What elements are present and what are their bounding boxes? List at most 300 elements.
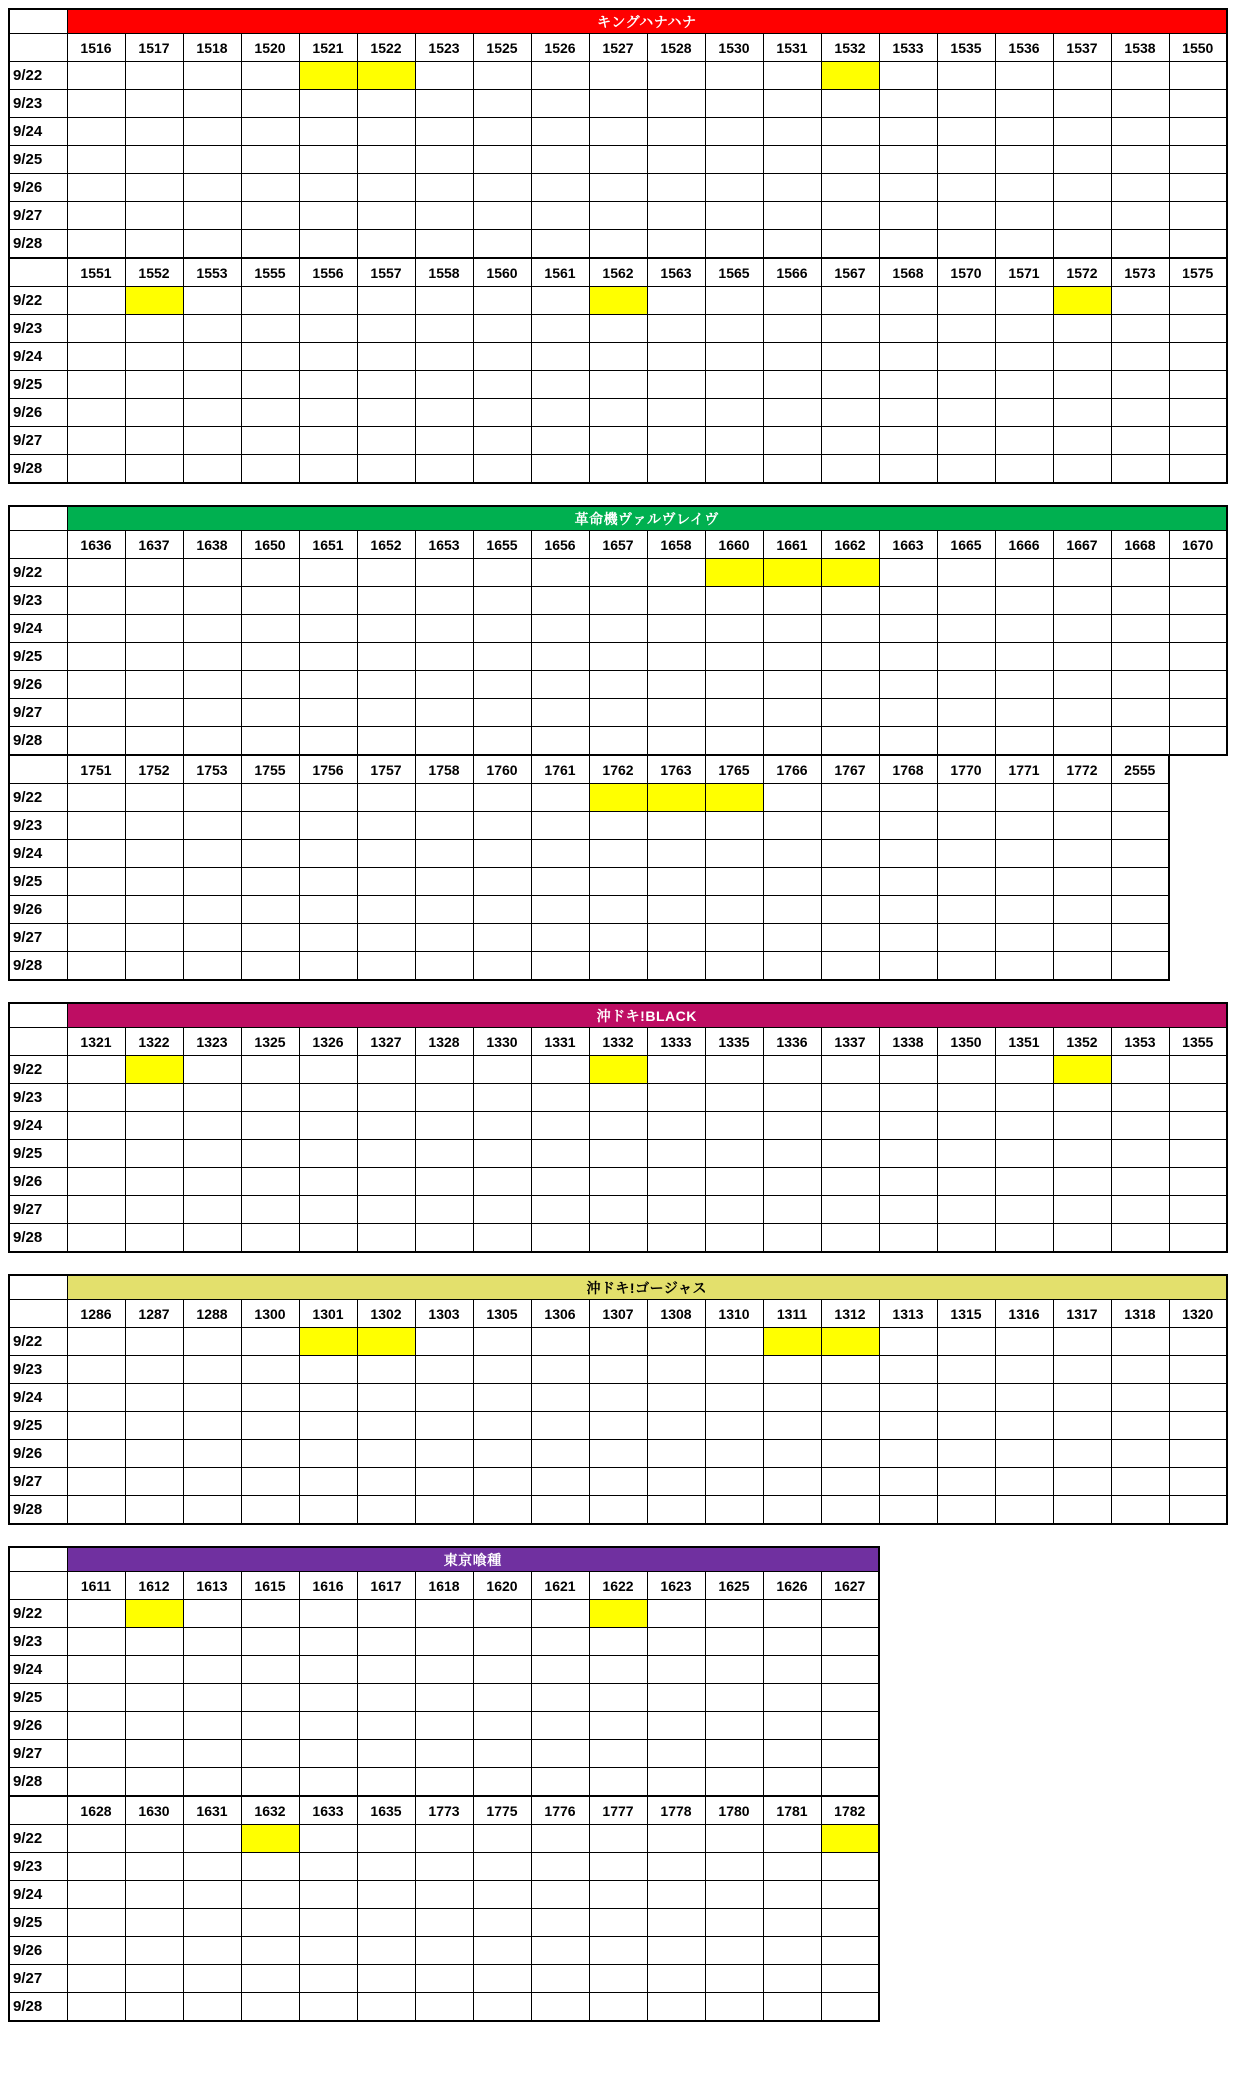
grid-cell[interactable] (1169, 1356, 1227, 1384)
grid-cell[interactable] (647, 1084, 705, 1112)
grid-cell[interactable] (589, 1656, 647, 1684)
grid-cell[interactable] (125, 1993, 183, 2022)
grid-cell[interactable] (67, 1937, 125, 1965)
grid-cell[interactable] (415, 615, 473, 643)
grid-cell[interactable] (1111, 1140, 1169, 1168)
grid-cell[interactable] (1053, 1412, 1111, 1440)
grid-cell[interactable] (125, 1740, 183, 1768)
grid-cell[interactable] (125, 202, 183, 230)
grid-cell[interactable] (183, 1140, 241, 1168)
grid-cell[interactable] (357, 455, 415, 484)
grid-cell[interactable] (67, 812, 125, 840)
grid-cell[interactable] (589, 671, 647, 699)
grid-cell[interactable] (67, 896, 125, 924)
grid-cell[interactable] (589, 455, 647, 484)
grid-cell[interactable] (1111, 868, 1169, 896)
grid-cell[interactable] (473, 1384, 531, 1412)
grid-cell[interactable] (879, 784, 937, 812)
grid-cell[interactable] (995, 1440, 1053, 1468)
grid-cell[interactable] (937, 840, 995, 868)
grid-cell[interactable] (241, 587, 299, 615)
grid-cell[interactable] (995, 399, 1053, 427)
grid-cell[interactable] (995, 559, 1053, 587)
grid-cell[interactable] (647, 371, 705, 399)
grid-cell[interactable] (1111, 812, 1169, 840)
grid-cell[interactable] (1111, 399, 1169, 427)
grid-cell[interactable] (473, 1768, 531, 1797)
grid-cell[interactable] (1111, 1468, 1169, 1496)
grid-cell[interactable] (879, 1168, 937, 1196)
grid-cell[interactable] (241, 343, 299, 371)
grid-cell[interactable] (879, 1468, 937, 1496)
grid-cell[interactable] (415, 371, 473, 399)
grid-cell[interactable] (531, 399, 589, 427)
grid-cell[interactable] (299, 1196, 357, 1224)
grid-cell[interactable] (995, 315, 1053, 343)
grid-cell[interactable] (125, 90, 183, 118)
grid-cell[interactable] (67, 1853, 125, 1881)
grid-cell[interactable] (937, 1412, 995, 1440)
grid-cell[interactable] (705, 1140, 763, 1168)
grid-cell-highlighted[interactable] (647, 784, 705, 812)
grid-cell[interactable] (1111, 784, 1169, 812)
grid-cell[interactable] (183, 455, 241, 484)
grid-cell[interactable] (531, 1740, 589, 1768)
grid-cell[interactable] (879, 1412, 937, 1440)
grid-cell[interactable] (647, 812, 705, 840)
grid-cell[interactable] (241, 1224, 299, 1253)
grid-cell[interactable] (357, 699, 415, 727)
grid-cell[interactable] (299, 896, 357, 924)
grid-cell[interactable] (995, 699, 1053, 727)
grid-cell[interactable] (1111, 146, 1169, 174)
grid-cell[interactable] (473, 1140, 531, 1168)
grid-cell-highlighted[interactable] (589, 287, 647, 315)
grid-cell[interactable] (821, 118, 879, 146)
grid-cell[interactable] (763, 1356, 821, 1384)
grid-cell[interactable] (183, 671, 241, 699)
grid-cell[interactable] (1053, 1140, 1111, 1168)
grid-cell[interactable] (589, 1140, 647, 1168)
grid-cell[interactable] (821, 699, 879, 727)
grid-cell[interactable] (357, 1909, 415, 1937)
grid-cell[interactable] (241, 727, 299, 756)
grid-cell[interactable] (415, 1965, 473, 1993)
grid-cell[interactable] (705, 1937, 763, 1965)
grid-cell[interactable] (415, 1825, 473, 1853)
grid-cell[interactable] (357, 287, 415, 315)
grid-cell[interactable] (299, 371, 357, 399)
grid-cell[interactable] (415, 952, 473, 981)
grid-cell[interactable] (589, 896, 647, 924)
grid-cell[interactable] (241, 1112, 299, 1140)
grid-cell[interactable] (473, 643, 531, 671)
grid-cell[interactable] (1111, 1440, 1169, 1468)
grid-cell[interactable] (763, 1937, 821, 1965)
grid-cell[interactable] (995, 1412, 1053, 1440)
grid-cell[interactable] (415, 1628, 473, 1656)
grid-cell[interactable] (125, 1412, 183, 1440)
grid-cell[interactable] (705, 230, 763, 259)
grid-cell-highlighted[interactable] (763, 559, 821, 587)
grid-cell[interactable] (241, 1656, 299, 1684)
grid-cell[interactable] (995, 343, 1053, 371)
grid-cell[interactable] (705, 1468, 763, 1496)
grid-cell[interactable] (241, 1440, 299, 1468)
grid-cell[interactable] (937, 784, 995, 812)
grid-cell[interactable] (473, 1853, 531, 1881)
grid-cell[interactable] (647, 455, 705, 484)
grid-cell[interactable] (415, 1084, 473, 1112)
grid-cell[interactable] (763, 1600, 821, 1628)
grid-cell[interactable] (589, 1684, 647, 1712)
grid-cell[interactable] (67, 427, 125, 455)
grid-cell[interactable] (299, 868, 357, 896)
grid-cell[interactable] (125, 118, 183, 146)
grid-cell[interactable] (763, 1628, 821, 1656)
grid-cell[interactable] (763, 1112, 821, 1140)
grid-cell[interactable] (125, 1196, 183, 1224)
grid-cell[interactable] (937, 343, 995, 371)
grid-cell[interactable] (589, 587, 647, 615)
grid-cell[interactable] (647, 615, 705, 643)
grid-cell[interactable] (473, 1440, 531, 1468)
grid-cell[interactable] (821, 287, 879, 315)
grid-cell[interactable] (415, 727, 473, 756)
grid-cell[interactable] (473, 1965, 531, 1993)
grid-cell[interactable] (125, 1712, 183, 1740)
grid-cell[interactable] (357, 1412, 415, 1440)
grid-cell[interactable] (705, 1712, 763, 1740)
grid-cell[interactable] (647, 1412, 705, 1440)
grid-cell[interactable] (763, 230, 821, 259)
grid-cell[interactable] (995, 840, 1053, 868)
grid-cell[interactable] (937, 118, 995, 146)
grid-cell[interactable] (473, 230, 531, 259)
grid-cell[interactable] (241, 399, 299, 427)
grid-cell[interactable] (241, 90, 299, 118)
grid-cell[interactable] (879, 1224, 937, 1253)
grid-cell[interactable] (67, 455, 125, 484)
grid-cell[interactable] (1169, 146, 1227, 174)
grid-cell[interactable] (67, 1196, 125, 1224)
grid-cell[interactable] (473, 174, 531, 202)
grid-cell[interactable] (705, 202, 763, 230)
grid-cell[interactable] (299, 1084, 357, 1112)
grid-cell[interactable] (1053, 1224, 1111, 1253)
grid-cell[interactable] (647, 1056, 705, 1084)
grid-cell[interactable] (531, 1196, 589, 1224)
grid-cell[interactable] (821, 1965, 879, 1993)
grid-cell[interactable] (937, 643, 995, 671)
grid-cell[interactable] (879, 840, 937, 868)
grid-cell[interactable] (241, 230, 299, 259)
grid-cell[interactable] (299, 559, 357, 587)
grid-cell[interactable] (705, 1056, 763, 1084)
grid-cell[interactable] (357, 118, 415, 146)
grid-cell[interactable] (647, 1168, 705, 1196)
grid-cell[interactable] (241, 699, 299, 727)
grid-cell[interactable] (241, 1468, 299, 1496)
grid-cell[interactable] (647, 1768, 705, 1797)
grid-cell[interactable] (647, 1740, 705, 1768)
grid-cell-highlighted[interactable] (821, 1328, 879, 1356)
grid-cell-highlighted[interactable] (821, 1825, 879, 1853)
grid-cell[interactable] (1111, 315, 1169, 343)
grid-cell[interactable] (1053, 146, 1111, 174)
grid-cell[interactable] (241, 1768, 299, 1797)
grid-cell[interactable] (705, 1224, 763, 1253)
grid-cell[interactable] (125, 1853, 183, 1881)
grid-cell[interactable] (125, 1684, 183, 1712)
grid-cell[interactable] (183, 615, 241, 643)
grid-cell[interactable] (647, 1140, 705, 1168)
grid-cell[interactable] (125, 455, 183, 484)
grid-cell[interactable] (183, 315, 241, 343)
grid-cell[interactable] (763, 455, 821, 484)
grid-cell[interactable] (937, 1084, 995, 1112)
grid-cell[interactable] (473, 1909, 531, 1937)
grid-cell[interactable] (647, 840, 705, 868)
grid-cell[interactable] (879, 62, 937, 90)
grid-cell[interactable] (67, 90, 125, 118)
grid-cell[interactable] (763, 1224, 821, 1253)
grid-cell[interactable] (705, 1384, 763, 1412)
grid-cell[interactable] (995, 615, 1053, 643)
grid-cell[interactable] (821, 1684, 879, 1712)
grid-cell[interactable] (1053, 315, 1111, 343)
grid-cell[interactable] (357, 1825, 415, 1853)
grid-cell[interactable] (299, 1937, 357, 1965)
grid-cell[interactable] (879, 812, 937, 840)
grid-cell[interactable] (763, 399, 821, 427)
grid-cell[interactable] (125, 1909, 183, 1937)
grid-cell[interactable] (531, 174, 589, 202)
grid-cell[interactable] (1111, 371, 1169, 399)
grid-cell[interactable] (473, 1684, 531, 1712)
grid-cell[interactable] (299, 1384, 357, 1412)
grid-cell[interactable] (415, 1168, 473, 1196)
grid-cell[interactable] (705, 1740, 763, 1768)
grid-cell[interactable] (1111, 1224, 1169, 1253)
grid-cell[interactable] (415, 1196, 473, 1224)
grid-cell[interactable] (241, 1356, 299, 1384)
grid-cell[interactable] (531, 1825, 589, 1853)
grid-cell[interactable] (821, 1496, 879, 1525)
grid-cell[interactable] (531, 699, 589, 727)
grid-cell[interactable] (763, 174, 821, 202)
grid-cell[interactable] (705, 1196, 763, 1224)
grid-cell[interactable] (183, 1384, 241, 1412)
grid-cell[interactable] (531, 371, 589, 399)
grid-cell[interactable] (1053, 343, 1111, 371)
grid-cell[interactable] (241, 559, 299, 587)
grid-cell[interactable] (473, 727, 531, 756)
grid-cell[interactable] (763, 784, 821, 812)
grid-cell[interactable] (995, 1468, 1053, 1496)
grid-cell[interactable] (415, 1356, 473, 1384)
grid-cell[interactable] (531, 315, 589, 343)
grid-cell[interactable] (647, 1196, 705, 1224)
grid-cell[interactable] (531, 1412, 589, 1440)
grid-cell[interactable] (357, 1937, 415, 1965)
grid-cell[interactable] (299, 671, 357, 699)
grid-cell[interactable] (821, 315, 879, 343)
grid-cell[interactable] (1053, 1168, 1111, 1196)
grid-cell[interactable] (1169, 230, 1227, 259)
grid-cell[interactable] (995, 287, 1053, 315)
grid-cell[interactable] (531, 287, 589, 315)
grid-cell[interactable] (125, 1356, 183, 1384)
grid-cell[interactable] (531, 427, 589, 455)
grid-cell[interactable] (937, 587, 995, 615)
grid-cell[interactable] (241, 868, 299, 896)
grid-cell[interactable] (357, 643, 415, 671)
grid-cell[interactable] (647, 1656, 705, 1684)
grid-cell[interactable] (589, 1965, 647, 1993)
grid-cell[interactable] (415, 174, 473, 202)
grid-cell[interactable] (589, 399, 647, 427)
grid-cell[interactable] (1169, 1384, 1227, 1412)
grid-cell[interactable] (125, 62, 183, 90)
grid-cell[interactable] (125, 1224, 183, 1253)
grid-cell[interactable] (647, 1993, 705, 2022)
grid-cell[interactable] (415, 1224, 473, 1253)
grid-cell[interactable] (183, 1937, 241, 1965)
grid-cell[interactable] (995, 371, 1053, 399)
grid-cell[interactable] (705, 896, 763, 924)
grid-cell[interactable] (299, 118, 357, 146)
grid-cell[interactable] (415, 315, 473, 343)
grid-cell[interactable] (183, 1196, 241, 1224)
grid-cell[interactable] (357, 427, 415, 455)
grid-cell[interactable] (299, 587, 357, 615)
grid-cell[interactable] (705, 62, 763, 90)
grid-cell[interactable] (937, 1384, 995, 1412)
grid-cell[interactable] (1053, 90, 1111, 118)
grid-cell[interactable] (67, 343, 125, 371)
grid-cell[interactable] (67, 587, 125, 615)
grid-cell[interactable] (125, 699, 183, 727)
grid-cell[interactable] (821, 1740, 879, 1768)
grid-cell[interactable] (1053, 427, 1111, 455)
grid-cell[interactable] (937, 896, 995, 924)
grid-cell[interactable] (415, 1881, 473, 1909)
grid-cell[interactable] (589, 1937, 647, 1965)
grid-cell[interactable] (995, 118, 1053, 146)
grid-cell[interactable] (125, 343, 183, 371)
grid-cell[interactable] (1053, 868, 1111, 896)
grid-cell[interactable] (357, 90, 415, 118)
grid-cell[interactable] (299, 784, 357, 812)
grid-cell[interactable] (879, 202, 937, 230)
grid-cell[interactable] (125, 924, 183, 952)
grid-cell[interactable] (647, 399, 705, 427)
grid-cell[interactable] (763, 62, 821, 90)
grid-cell[interactable] (241, 615, 299, 643)
grid-cell[interactable] (357, 1440, 415, 1468)
grid-cell[interactable] (473, 1712, 531, 1740)
grid-cell[interactable] (879, 699, 937, 727)
grid-cell[interactable] (705, 1600, 763, 1628)
grid-cell[interactable] (415, 1937, 473, 1965)
grid-cell[interactable] (183, 1084, 241, 1112)
grid-cell[interactable] (821, 1084, 879, 1112)
grid-cell[interactable] (995, 146, 1053, 174)
grid-cell[interactable] (995, 1140, 1053, 1168)
grid-cell[interactable] (589, 952, 647, 981)
grid-cell[interactable] (415, 427, 473, 455)
grid-cell[interactable] (357, 230, 415, 259)
grid-cell[interactable] (1111, 62, 1169, 90)
grid-cell-highlighted[interactable] (125, 287, 183, 315)
grid-cell[interactable] (299, 1853, 357, 1881)
grid-cell[interactable] (1111, 1356, 1169, 1384)
grid-cell[interactable] (821, 1909, 879, 1937)
grid-cell[interactable] (589, 1196, 647, 1224)
grid-cell[interactable] (531, 615, 589, 643)
grid-cell[interactable] (995, 62, 1053, 90)
grid-cell[interactable] (705, 118, 763, 146)
grid-cell[interactable] (473, 1056, 531, 1084)
grid-cell[interactable] (183, 427, 241, 455)
grid-cell[interactable] (67, 1909, 125, 1937)
grid-cell[interactable] (299, 812, 357, 840)
grid-cell[interactable] (589, 1440, 647, 1468)
grid-cell[interactable] (1053, 174, 1111, 202)
grid-cell[interactable] (299, 1412, 357, 1440)
grid-cell[interactable] (937, 146, 995, 174)
grid-cell[interactable] (531, 90, 589, 118)
grid-cell[interactable] (589, 699, 647, 727)
grid-cell[interactable] (183, 1468, 241, 1496)
grid-cell[interactable] (647, 427, 705, 455)
grid-cell[interactable] (705, 1656, 763, 1684)
grid-cell[interactable] (647, 1628, 705, 1656)
grid-cell[interactable] (763, 1412, 821, 1440)
grid-cell[interactable] (241, 1056, 299, 1084)
grid-cell[interactable] (1111, 230, 1169, 259)
grid-cell[interactable] (879, 1056, 937, 1084)
grid-cell[interactable] (183, 868, 241, 896)
grid-cell[interactable] (299, 174, 357, 202)
grid-cell-highlighted[interactable] (1053, 1056, 1111, 1084)
grid-cell[interactable] (531, 1140, 589, 1168)
grid-cell[interactable] (125, 1965, 183, 1993)
grid-cell[interactable] (531, 1600, 589, 1628)
grid-cell[interactable] (705, 371, 763, 399)
grid-cell[interactable] (1111, 587, 1169, 615)
grid-cell[interactable] (589, 1825, 647, 1853)
grid-cell[interactable] (647, 896, 705, 924)
grid-cell[interactable] (357, 1084, 415, 1112)
grid-cell[interactable] (357, 399, 415, 427)
grid-cell[interactable] (241, 924, 299, 952)
grid-cell[interactable] (705, 287, 763, 315)
grid-cell[interactable] (589, 1853, 647, 1881)
grid-cell[interactable] (183, 840, 241, 868)
grid-cell[interactable] (473, 1993, 531, 2022)
grid-cell[interactable] (125, 427, 183, 455)
grid-cell[interactable] (357, 924, 415, 952)
grid-cell[interactable] (357, 1468, 415, 1496)
grid-cell[interactable] (763, 1140, 821, 1168)
grid-cell[interactable] (763, 118, 821, 146)
grid-cell[interactable] (1169, 727, 1227, 756)
grid-cell[interactable] (589, 1224, 647, 1253)
grid-cell[interactable] (67, 559, 125, 587)
grid-cell[interactable] (821, 1356, 879, 1384)
